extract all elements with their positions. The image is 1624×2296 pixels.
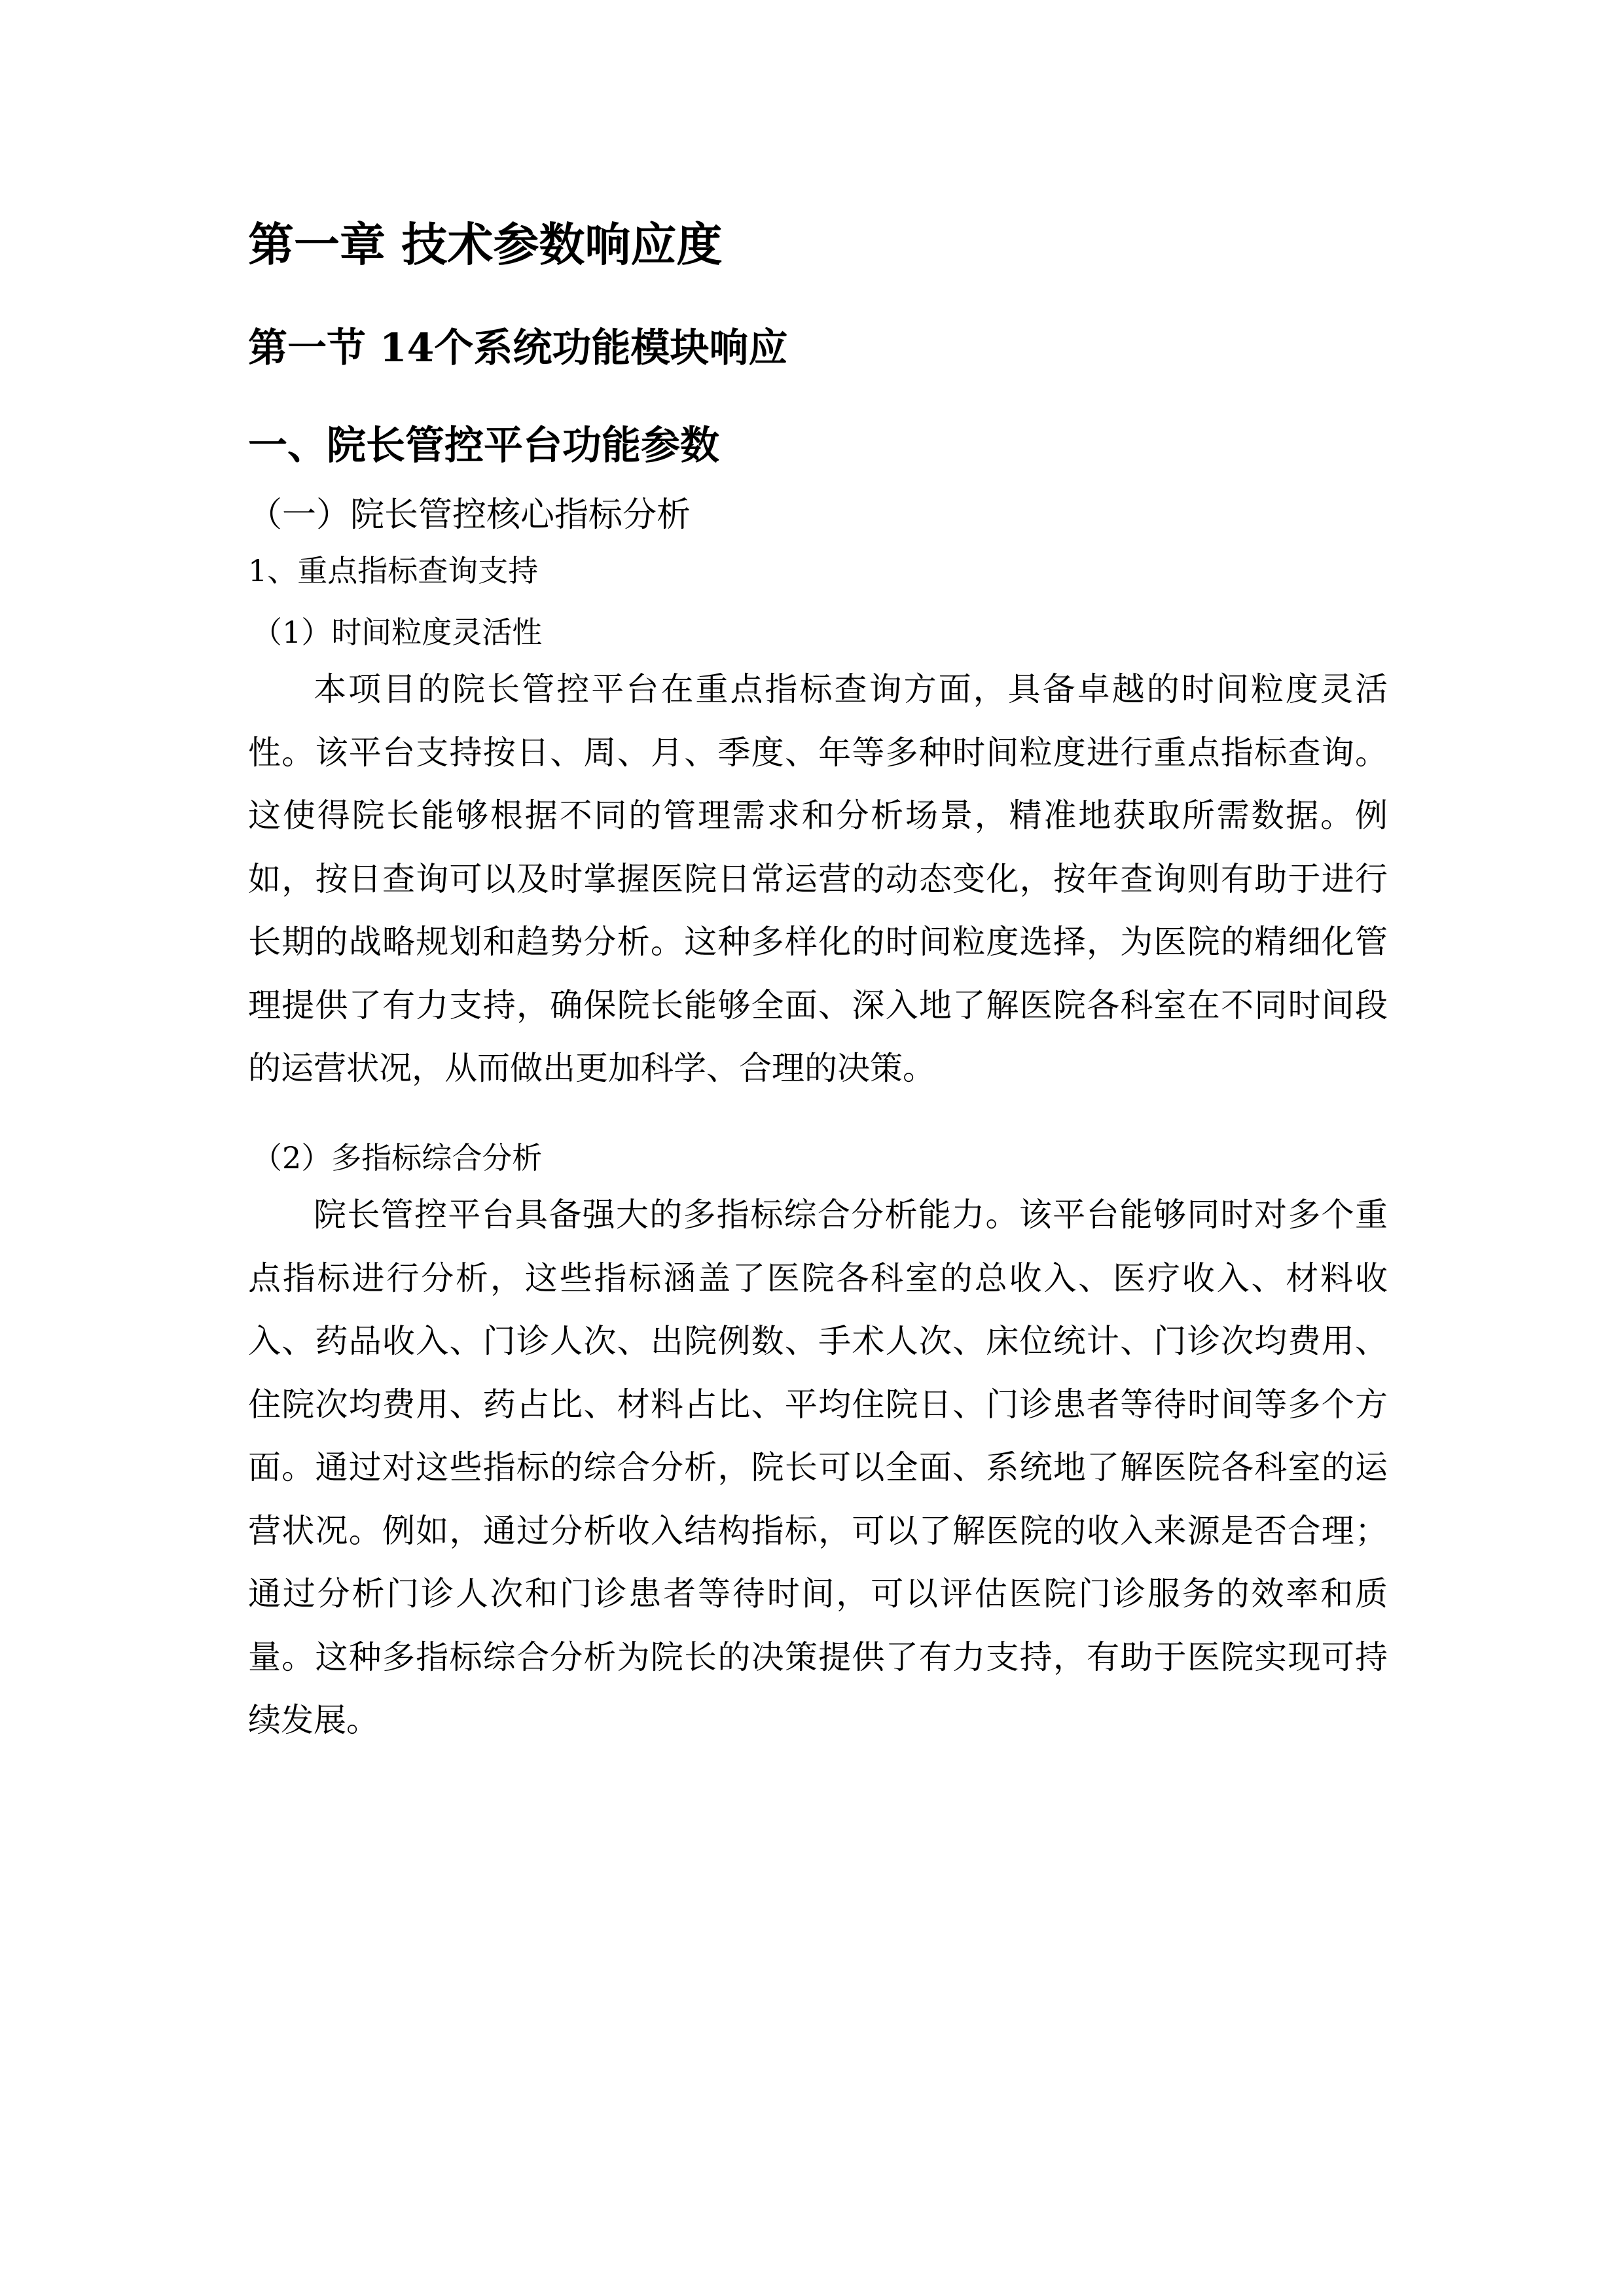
paragraph-line: 本项目的院长管控平台在重点指标查询方面，具备卓越的时间粒度灵活: [314, 670, 1388, 708]
section-title: 第一节 14个系统功能模块响应: [248, 325, 788, 371]
paragraph-line: 理提供了有力支持，确保院长能够全面、深入地了解医院各科室在不同时间段: [248, 986, 1388, 1024]
paragraph-line: 长期的战略规划和趋势分析。这种多样化的时间粒度选择，为医院的精细化管: [248, 923, 1388, 961]
paragraph-line: 性。该平台支持按日、周、月、季度、年等多种时间粒度进行重点指标查询。: [248, 733, 1388, 772]
paragraph-line: 住院次均费用、药占比、材料占比、平均住院日、门诊患者等待时间等多个方: [248, 1385, 1388, 1424]
paragraph-line: 通过分析门诊人次和门诊患者等待时间，可以评估医院门诊服务的效率和质: [248, 1575, 1388, 1613]
paragraph-line: 这使得院长能够根据不同的管理需求和分析场景，精准地获取所需数据。例: [248, 797, 1388, 834]
part-title: 一、院长管控平台功能参数: [248, 423, 719, 469]
paragraph-line: 如，按日查询可以及时掌握医院日常运营的动态变化，按年查询则有助于进行: [248, 859, 1388, 898]
sub1-title: （1）时间粒度灵活性: [252, 615, 543, 650]
item-title: 1、重点指标查询支持: [248, 553, 539, 588]
sub2-title: （2）多指标综合分析: [252, 1140, 543, 1175]
paragraph-line: 面。通过对这些指标的综合分析，院长可以全面、系统地了解医院各科室的运: [248, 1448, 1388, 1486]
paragraph-line: 的运营状况，从而做出更加科学、合理的决策。: [248, 1049, 935, 1087]
paragraph-line: 院长管控平台具备强大的多指标综合分析能力。该平台能够同时对多个重: [314, 1196, 1388, 1234]
paragraph-time-granularity: [248, 658, 1388, 1100]
paragraph-line: 量。这种多指标综合分析为院长的决策提供了有力支持，有助于医院实现可持: [248, 1638, 1388, 1676]
chapter-title: 第一章 技术参数响应度: [248, 217, 723, 272]
paragraph-line: 营状况。例如，通过分析收入结构指标，可以了解医院的收入来源是否合理；: [248, 1511, 1388, 1550]
subpart-title: （一）院长管控核心指标分析: [248, 495, 691, 535]
paragraph-line: 入、药品收入、门诊人次、出院例数、手术人次、床位统计、门诊次均费用、: [248, 1322, 1388, 1360]
paragraph-multi-indicator: [248, 1183, 1388, 1752]
paragraph-line: 点指标进行分析，这些指标涵盖了医院各科室的总收入、医疗收入、材料收: [248, 1259, 1388, 1297]
paragraph-line: 续发展。: [248, 1701, 379, 1739]
